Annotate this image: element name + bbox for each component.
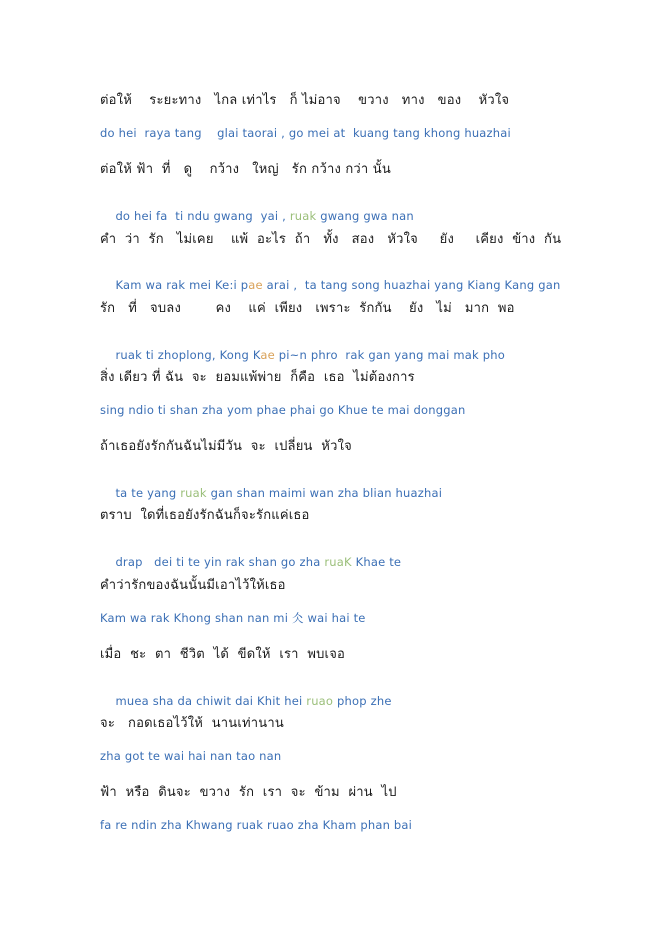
rom-segment: gan shan maimi wan zha blian huazhai xyxy=(206,486,443,500)
thai-line-1: ต่อให้ ระยะทาง ไกล เท่าไร ก็ ไม่อาจ ขวาง ทาง ของ หัวใจ xyxy=(100,93,510,108)
romanization-line-8: Kam wa rak Khong shan nan mi 仌 wai hai te xyxy=(100,611,366,625)
rom-highlight: ruaK xyxy=(324,555,352,569)
rom-segment: drap dei ti te yin rak shan go zha xyxy=(115,555,325,569)
rom-highlight: ruao xyxy=(306,694,334,708)
rom-segment: ruak ti zhoplong, Kong K xyxy=(115,348,261,362)
rom-segment: arai , ta tang song huazhai yang Kiang Kang gan xyxy=(262,278,561,292)
thai-line-9: เมื่อ ชะ ตา ชีวิต ได้ ขีดให้ เรา พบเจอ xyxy=(100,647,346,662)
thai-line-8: คำว่ารักของฉันนั้นมีเอาไว้ให้เธอ xyxy=(100,578,286,593)
rom-segment: pi~n phro rak gan yang mai mak pho xyxy=(274,348,505,362)
rom-highlight: ae xyxy=(248,278,263,292)
romanization-line-1: do hei raya tang glai taorai , go mei at kuang tang khong huazhai xyxy=(100,126,511,140)
romanization-line-11: fa re ndin zha Khwang ruak ruao zha Kham phan bai xyxy=(100,818,413,832)
thai-line-7: ตราบ ใดที่เธอยังรักฉันก็จะรักแค่เธอ xyxy=(100,508,310,523)
thai-line-4: รัก ที่ จบลง คง แค่ เพียง เพราะ รักกัน ยัง ไม่ มาก พอ xyxy=(100,301,515,316)
thai-line-5: สิ่ง เดียว ที่ ฉัน จะ ยอมแพ้พ่าย ก็คือ เธอ ไม่ต้องการ xyxy=(100,370,415,385)
thai-line-6: ถ้าเธอยังรักกันฉันไม่มีวัน จะ เปลี่ยน หัวใจ xyxy=(100,439,352,454)
thai-line-2: ต่อให้ ฟ้า ที่ ดู กว้าง ใหญ่ รัก กว้าง กว่า นั้น xyxy=(100,162,391,177)
rom-segment: do hei fa ti ndu gwang yai , xyxy=(115,209,290,223)
rom-highlight: ruak xyxy=(180,486,207,500)
thai-line-3: คำ ว่า รัก ไม่เคย แพ้ อะไร ถ้า ทั้ง สอง หัวใจ ยัง เคียง ข้าง กัน xyxy=(100,232,562,247)
rom-highlight: ruak xyxy=(289,209,317,223)
romanization-line-5: sing ndio ti shan zha yom phae phai go Khue te mai donggan xyxy=(100,403,466,417)
thai-line-10: จะ กอดเธอไว้ให้ นานเท่านาน xyxy=(100,716,284,731)
rom-segment: phop zhe xyxy=(333,694,392,708)
rom-segment: Khae te xyxy=(351,555,402,569)
rom-segment: Kam wa rak mei Ke:i p xyxy=(115,278,249,292)
rom-highlight: ae xyxy=(260,348,275,362)
romanization-line-10: zha got te wai hai nan tao nan xyxy=(100,749,282,763)
rom-segment: muea sha da chiwit dai Khit hei xyxy=(115,694,307,708)
rom-segment: ta te yang xyxy=(115,486,181,500)
rom-segment: gwang gwa nan xyxy=(316,209,414,223)
thai-line-11: ฟ้า หรือ ดินจะ ขวาง รัก เรา จะ ข้าม ผ่าน ไป xyxy=(100,785,397,800)
